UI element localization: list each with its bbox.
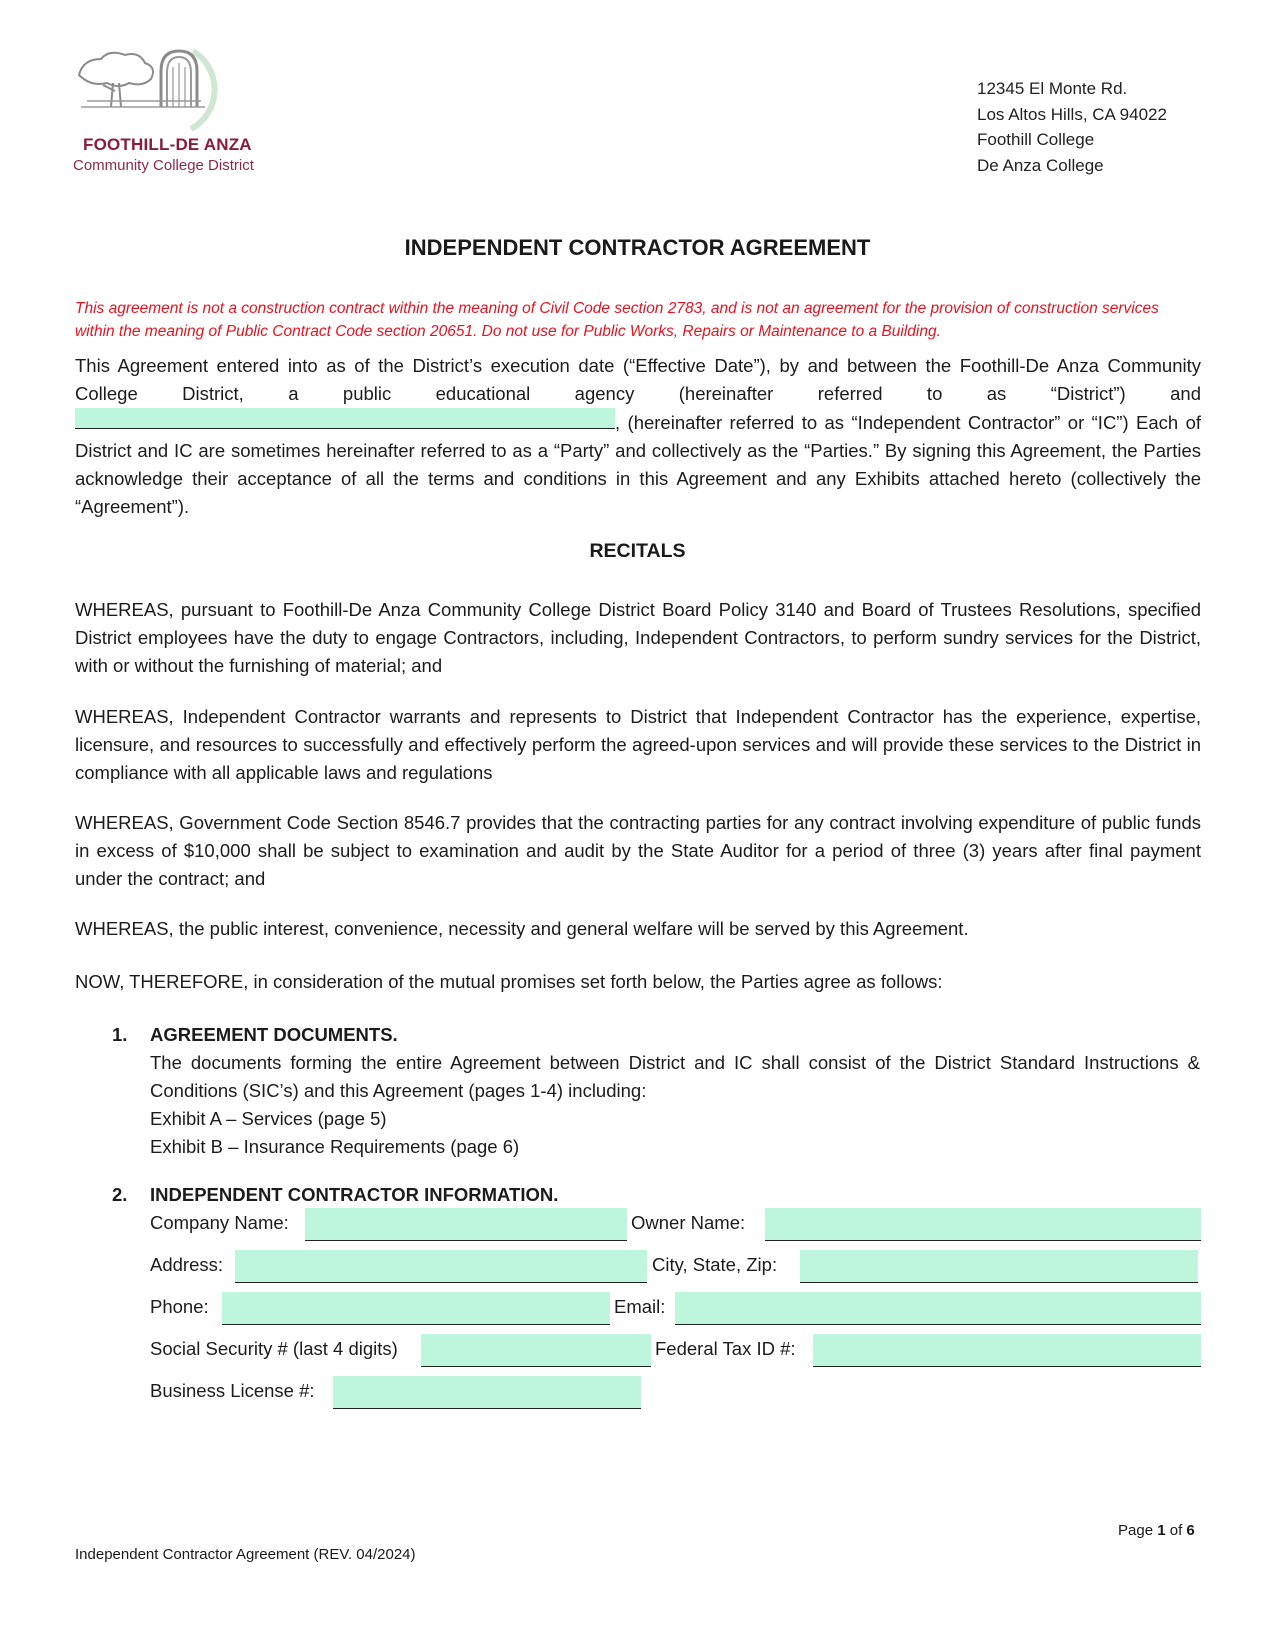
recital-paragraph: NOW, THEREFORE, in consideration of the mutual promises set forth below, the Parties agree as follows: (75, 971, 943, 992)
ssn-label: Social Security # (last 4 digits) (150, 1338, 398, 1359)
document-title: INDEPENDENT CONTRACTOR AGREEMENT (404, 235, 871, 260)
city-state-zip-label: City, State, Zip: (652, 1254, 778, 1275)
phone-input[interactable] (222, 1292, 610, 1325)
company-name-label: Company Name: (150, 1212, 289, 1233)
city-state-zip-input[interactable] (800, 1250, 1198, 1283)
recital-paragraph: WHEREAS, Independent Contractor warrants and represents to District that Independent Contractor has the experience, expertise, licensure, and resources to successfully and effectively perform the agreed-upon services and will provide these services to the District in compliance with all applicable laws and regulations (75, 706, 1201, 783)
section-contractor-info (112, 1181, 1202, 1211)
owner-name-label: Owner Name: (631, 1212, 746, 1233)
logo-title: FOOTHILL-DE ANZA (83, 135, 252, 154)
construction-notice: This agreement is not a construction contract within the meaning of Civil Code section 2783, and is not an agreement for the provision of construction services within the meaning of Public Contract Code section 20651. Do not use for Public Works, Repairs or Maintenance to a Building. (75, 300, 1159, 340)
section-agreement-documents (112, 1021, 1202, 1161)
address-line: 12345 El Monte Rd. (977, 79, 1128, 98)
tree-arch-emblem-icon (73, 45, 233, 137)
intro-paragraph (75, 352, 1201, 521)
page-number (1118, 1522, 1195, 1539)
exhibit-b-item: Exhibit B – Insurance Requirements (page 6) (150, 1136, 520, 1157)
address-line: Foothill College (977, 130, 1095, 149)
business-license-label: Business License #: (150, 1380, 315, 1401)
recital-paragraph: WHEREAS, Government Code Section 8546.7 provides that the contracting parties for any contract involving expenditure of public funds in excess of $10,000 shall be subject to examination and audit by the State Auditor for a period of three (3) years after final payment under the contract; and (75, 812, 1201, 889)
recital-paragraph: WHEREAS, pursuant to Foothill-De Anza Community College District Board Policy 3140 and Board of Trustees Resolutions, specified District employees have the duty to engage Contractors, including, Independent Contractors, to perform sundry services for the District, with or without the furnishing of material; and (75, 599, 1201, 676)
footer-doc-name: Independent Contractor Agreement (REV. 04/2024) (75, 1546, 416, 1563)
email-input[interactable] (675, 1292, 1201, 1325)
section-text: The documents forming the entire Agreement between District and IC shall consist of the District Standard Instructions & Conditions (SIC’s) and this Agreement (pages 1-4) including: (150, 1052, 1200, 1101)
page-total: 6 (1186, 1522, 1195, 1539)
intro-text-part1: This Agreement entered into as of the District’s execution date (“Effective Date”), by and between the Foothill-De Anza Community College District, a public educational agency (hereinafter referred to as “District”) and (75, 355, 1201, 404)
federal-tax-id-label: Federal Tax ID #: (655, 1338, 796, 1359)
address-label: Address: (150, 1254, 224, 1275)
page-current: 1 (1157, 1522, 1166, 1539)
intro-text-part2: , (hereinafter referred to as “Independent Contractor” or “IC”) Each of District and IC are sometimes hereinafter referred to as a “Party” and collectively as the “Parties.” By signing this Agreement, the Parties acknowledge their acceptance of all the terms and conditions in this Agreement and any Exhibits attached hereto (collectively the “Agreement”). (75, 412, 1201, 517)
exhibit-a-item: Exhibit A – Services (page 5) (150, 1108, 387, 1129)
address-line: Los Altos Hills, CA 94022 (977, 104, 1167, 124)
company-name-input[interactable] (305, 1208, 627, 1241)
section-heading: AGREEMENT DOCUMENTS. (150, 1024, 398, 1045)
district-logo (73, 45, 293, 180)
address-block (977, 76, 1167, 178)
email-label: Email: (614, 1296, 666, 1317)
section-body (150, 1021, 1200, 1161)
ssn-input[interactable] (421, 1334, 651, 1367)
recital-paragraph: WHEREAS, the public interest, convenience, necessity and general welfare will be served by this Agreement. (75, 918, 969, 939)
owner-name-input[interactable] (765, 1208, 1201, 1241)
section-heading: INDEPENDENT CONTRACTOR INFORMATION. (150, 1184, 559, 1205)
page-prefix: Page (1118, 1522, 1154, 1539)
logo-subtitle: Community College District (73, 157, 254, 174)
address-input[interactable] (235, 1250, 647, 1283)
business-license-input[interactable] (333, 1376, 641, 1409)
contractor-name-field[interactable] (75, 408, 615, 429)
section-number: 2. (112, 1184, 128, 1205)
phone-label: Phone: (150, 1296, 209, 1317)
section-number: 1. (112, 1024, 128, 1045)
page-of: of (1169, 1522, 1183, 1539)
recitals-heading: RECITALS (589, 540, 686, 562)
address-line: De Anza College (977, 155, 1104, 175)
federal-tax-id-input[interactable] (813, 1334, 1201, 1367)
section-body (150, 1181, 1200, 1209)
